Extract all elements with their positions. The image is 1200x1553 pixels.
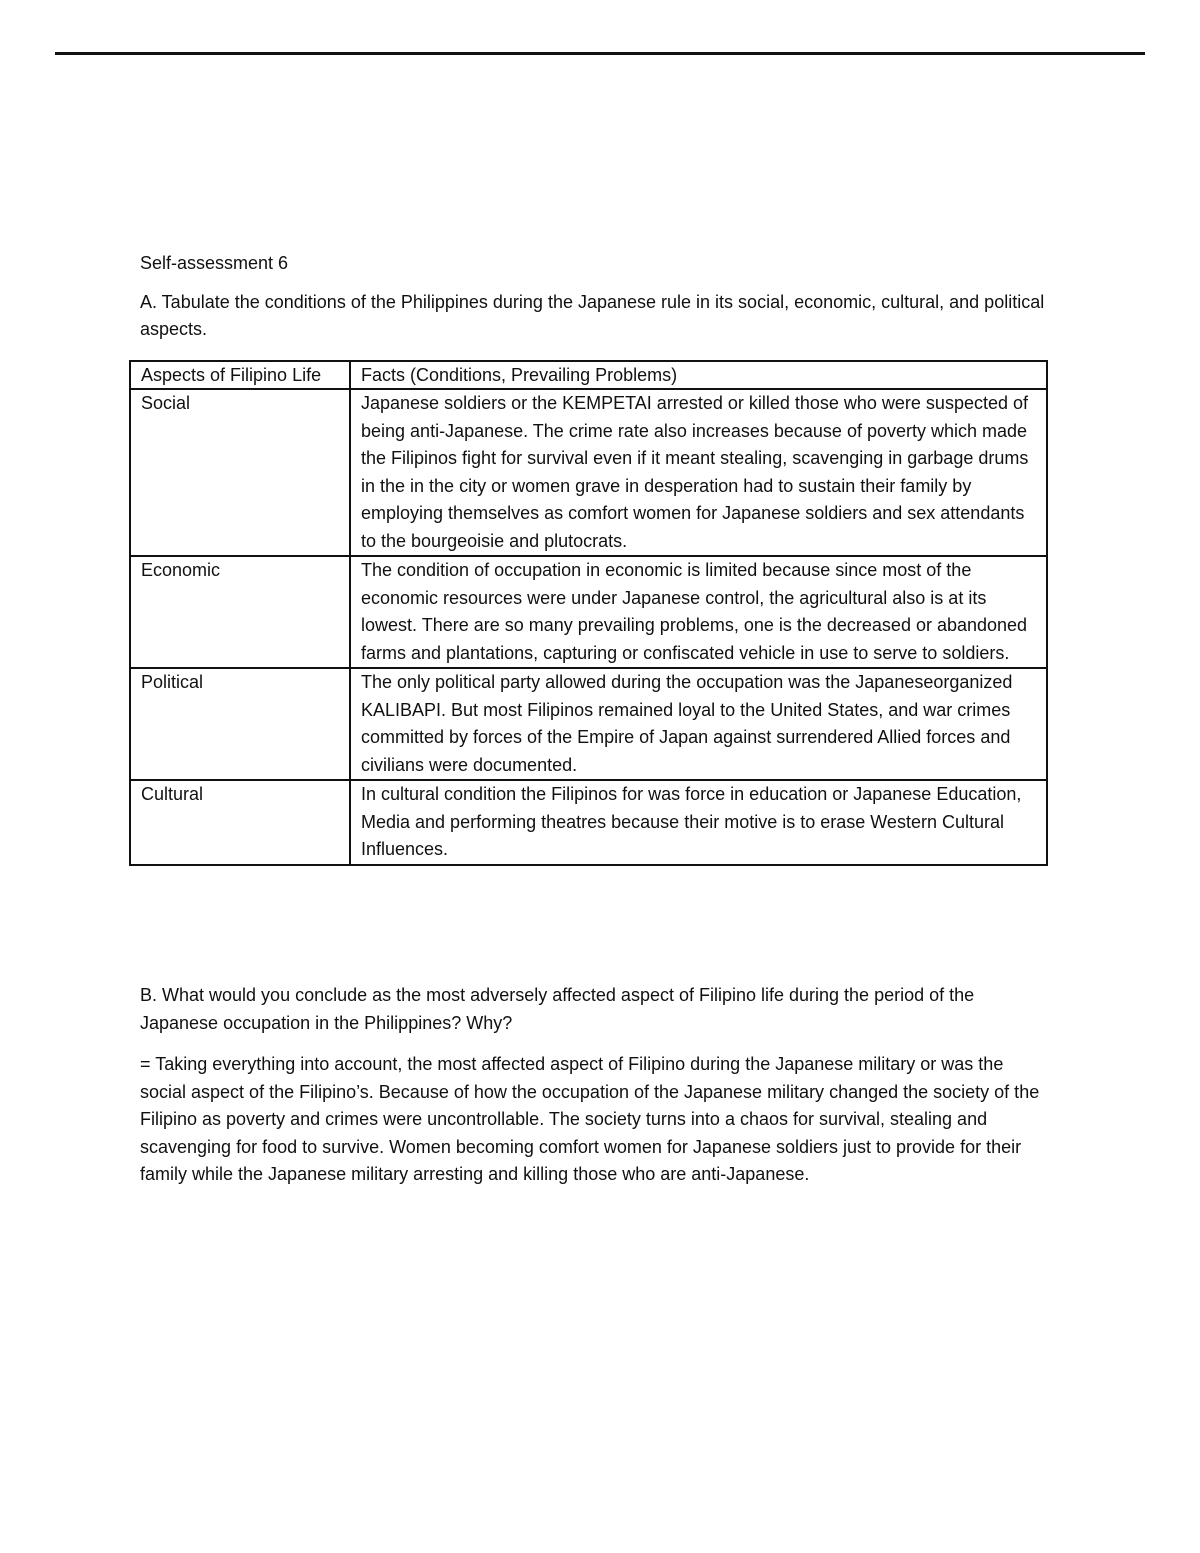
aspect-cell: Social [130,389,350,556]
conditions-table [129,360,1048,866]
aspect-cell: Political [130,668,350,780]
part-a-intro [140,250,1050,343]
aspect-cell: Economic [130,556,350,668]
table-row-social [130,389,1047,556]
part-a-prompt: A. Tabulate the conditions of the Philippines during the Japanese rule in its social, economic, cultural, and political aspects. [140,292,1045,339]
part-b-answer: = Taking everything into account, the most affected aspect of Filipino during the Japanese military or was the social aspect of the Filipino’s. Because of how the occupation of the Japanese military changed the society of the Filipino as poverty and crimes were uncontrollable. The society turns into a chaos for survival, stealing and scavenging for food to survive. Women becoming comfort women for Japanese soldiers just to provide for their family while the Japanese military arresting and killing those who are anti-Japanese. [140,1054,1040,1184]
facts-cell: The only political party allowed during the occupation was the Japaneseorganized KALIBAPI. But most Filipinos remained loyal to the United States, and war crimes committed by forces of the Empire of Japan against surrendered Allied forces and civilians were documented. [350,668,1047,780]
header-aspect: Aspects of Filipino Life [130,361,350,389]
facts-cell: The condition of occupation in economic is limited because since most of the economic resources were under Japanese control, the agricultural also is at its lowest. There are so many prevailing problems, one is the decreased or abandoned farms and plantations, capturing or confiscated vehicle in use to serve to soldiers. [350,556,1047,668]
header-facts: Facts (Conditions, Prevailing Problems) [350,361,1047,389]
table-row-cultural [130,780,1047,865]
facts-cell: Japanese soldiers or the KEMPETAI arrested or killed those who were suspected of being anti-Japanese. The crime rate also increases because of poverty which made the Filipinos fight for survival even if it meant stealing, scavenging in garbage drums in the in the city or women grave in desperation had to sustain their family by employing themselves as comfort women for Japanese soldiers and sex attendants to the bourgeoisie and plutocrats. [350,389,1047,556]
table-row-political [130,668,1047,780]
part-b-question: B. What would you conclude as the most adversely affected aspect of Filipino life during the period of the Japanese occupation in the Philippines? Why? [140,985,975,1033]
aspect-cell: Cultural [130,780,350,865]
facts-cell: In cultural condition the Filipinos for was force in education or Japanese Education, Media and performing theatres because their motive is to erase Western Cultural Influences. [350,780,1047,865]
header-rule [55,52,1145,55]
part-b [140,982,1050,1203]
table-row-economic [130,556,1047,668]
document-title: Self-assessment 6 [140,253,289,273]
table-header-row [130,361,1047,389]
